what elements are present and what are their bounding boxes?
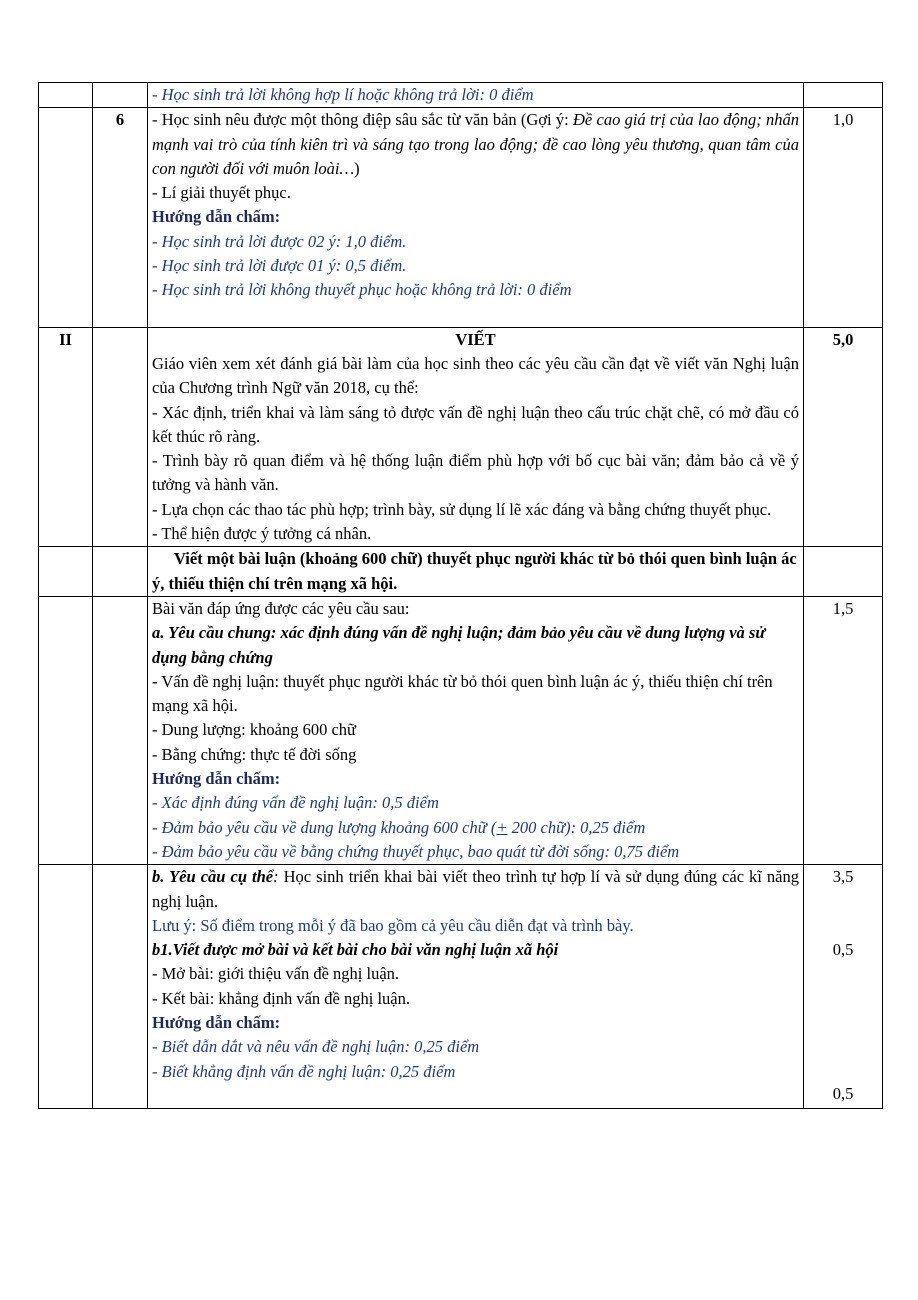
part-cell xyxy=(39,83,93,108)
table-row xyxy=(39,547,883,597)
paragraph: Bài văn đáp ứng được các yêu cầu sau: xyxy=(152,598,410,618)
reason-line: - Lí giải thuyết phục. xyxy=(152,183,291,203)
requirement-b xyxy=(152,865,799,914)
score-cell xyxy=(804,83,883,108)
guide-line: - Xác định đúng vấn đề nghị luận: 0,5 điểm xyxy=(152,793,439,813)
part-cell xyxy=(39,596,93,864)
score-next: 0,5 xyxy=(832,1083,854,1103)
criterion-line: - Kết bài: khẳng định vấn đề nghị luận. xyxy=(152,988,410,1008)
score-cell xyxy=(804,547,883,597)
content-cell xyxy=(148,83,804,108)
content-cell xyxy=(148,865,804,1109)
criterion-line: - Trình bày rõ quan điểm và hệ thống luận điểm phù hợp với bố cục bài văn; đảm bảo cả về ý tưởng và hành văn. xyxy=(152,451,799,495)
guide-heading: Hướng dẫn chấm: xyxy=(152,769,281,789)
score-cell: 5,0 xyxy=(804,327,883,547)
criterion-line: - Lựa chọn các thao tác phù hợp; trình bày, sử dụng lí lẽ xác đáng và bằng chứng thuyết phục. xyxy=(152,499,772,519)
score-b: 3,5 xyxy=(832,867,854,887)
guide-text: - Đảm bảo yêu cầu về dung lượng khoảng 600 chữ ( xyxy=(152,817,497,837)
requirement-text: Học sinh triển khai bài viết theo trình tự hợp lí và sử dụng đúng các kĩ năng nghị luận. xyxy=(152,867,799,911)
guide-line: - Học sinh trả lời được 02 ý: 1,0 điểm. xyxy=(152,231,407,251)
score-cell: 1,5 xyxy=(804,596,883,864)
guide-text: 200 chữ): 0,25 điểm xyxy=(507,817,646,837)
question-cell xyxy=(93,596,148,864)
message-intro: - Học sinh nêu được một thông điệp sâu sắc từ văn bản (Gợi ý: xyxy=(152,110,573,130)
requirement-colon: : xyxy=(273,867,279,887)
content-cell xyxy=(148,327,804,547)
criterion-line: - Xác định, triển khai và làm sáng tỏ được vấn đề nghị luận theo cấu trúc chặt chẽ, có mở đầu có kết thúc rõ ràng. xyxy=(152,402,799,446)
issue-line xyxy=(152,670,799,719)
table-row xyxy=(39,108,883,327)
issue-dash: - xyxy=(152,671,158,691)
paragraph: Giáo viên xem xét đánh giá bài làm của học sinh theo các yêu cầu cần đạt về viết văn Nghị luận của Chương trình Ngữ văn 2018, cụ thể: xyxy=(152,353,799,398)
guide-line: - Đảm bảo yêu cầu về bằng chứng thuyết phục, bao quát từ đời sống: 0,75 điểm xyxy=(152,841,680,861)
question-cell xyxy=(93,83,148,108)
message-close: ) xyxy=(354,158,360,178)
guide-line: - Học sinh trả lời không hợp lí hoặc không trả lời: 0 điểm xyxy=(152,85,534,104)
table-row xyxy=(39,596,883,864)
section-heading: VIẾT xyxy=(455,329,496,349)
table-row xyxy=(39,327,883,547)
part-label: II xyxy=(39,327,93,547)
question-cell xyxy=(93,547,148,597)
essay-prompt: Viết một bài luận (khoảng 600 chữ) thuyết phục người khác từ bỏ thói quen bình luận ác ý, thiếu thiện chí trên mạng xã hội. xyxy=(148,547,804,597)
requirement-heading: a. Yêu cầu chung: xác định đúng vấn đề nghị luận; đảm bảo yêu cầu về dung lượng và sử dụng bằng chứng xyxy=(152,623,766,667)
score-b1: 0,5 xyxy=(832,939,854,959)
table-row xyxy=(39,83,883,108)
subrequirement-heading: b1.Viết được mở bài và kết bài cho bài văn nghị luận xã hội xyxy=(152,940,559,960)
guide-line xyxy=(152,816,799,840)
guide-line: - Học sinh trả lời được 01 ý: 0,5 điểm. xyxy=(152,256,407,276)
part-cell xyxy=(39,547,93,597)
part-cell xyxy=(39,865,93,1109)
guide-line: - Học sinh trả lời không thuyết phục hoặc không trả lời: 0 điểm xyxy=(152,280,572,300)
question-number: 6 xyxy=(93,108,148,327)
score-cell: 1,0 xyxy=(804,108,883,327)
question-cell xyxy=(93,327,148,547)
table-row xyxy=(39,865,883,1109)
requirement-label: b. Yêu cầu cụ thể xyxy=(152,867,274,887)
note-line: Lưu ý: Số điểm trong mỗi ý đã bao gồm cả yêu cầu diễn đạt và trình bày. xyxy=(152,915,634,935)
content-cell xyxy=(148,596,804,864)
score-cell xyxy=(804,865,883,1109)
plus-minus-sign: + xyxy=(496,817,508,837)
guide-line: - Biết khẳng định vấn đề nghị luận: 0,25 điểm xyxy=(152,1061,456,1081)
part-cell xyxy=(39,108,93,327)
message-hint: Đề cao giá trị của lao động; nhấn mạnh vai trò của tính kiên trì và sáng tạo trong lao động; đề cao lòng yêu thương, quan tâm của con người đối với muôn loài… xyxy=(152,110,799,178)
grading-table xyxy=(38,82,883,1109)
guide-line: - Biết dẫn dắt và nêu vấn đề nghị luận: 0,25 điểm xyxy=(152,1037,480,1057)
content-cell xyxy=(148,108,804,327)
guide-heading: Hướng dẫn chấm: xyxy=(152,207,281,227)
question-cell xyxy=(93,865,148,1109)
evidence-line: - Bằng chứng: thực tế đời sống xyxy=(152,744,357,764)
message-requirement xyxy=(152,108,799,181)
guide-heading: Hướng dẫn chấm: xyxy=(152,1012,281,1032)
issue-text: Vấn đề nghị luận: thuyết phục người khác từ bỏ thói quen bình luận ác ý, thiếu thiện chí trên mạng xã hội. xyxy=(152,671,773,716)
criterion-line: - Mở bài: giới thiệu vấn đề nghị luận. xyxy=(152,964,400,984)
criterion-line: - Thể hiện được ý tưởng cá nhân. xyxy=(152,524,372,544)
length-line: - Dung lượng: khoảng 600 chữ xyxy=(152,720,356,740)
